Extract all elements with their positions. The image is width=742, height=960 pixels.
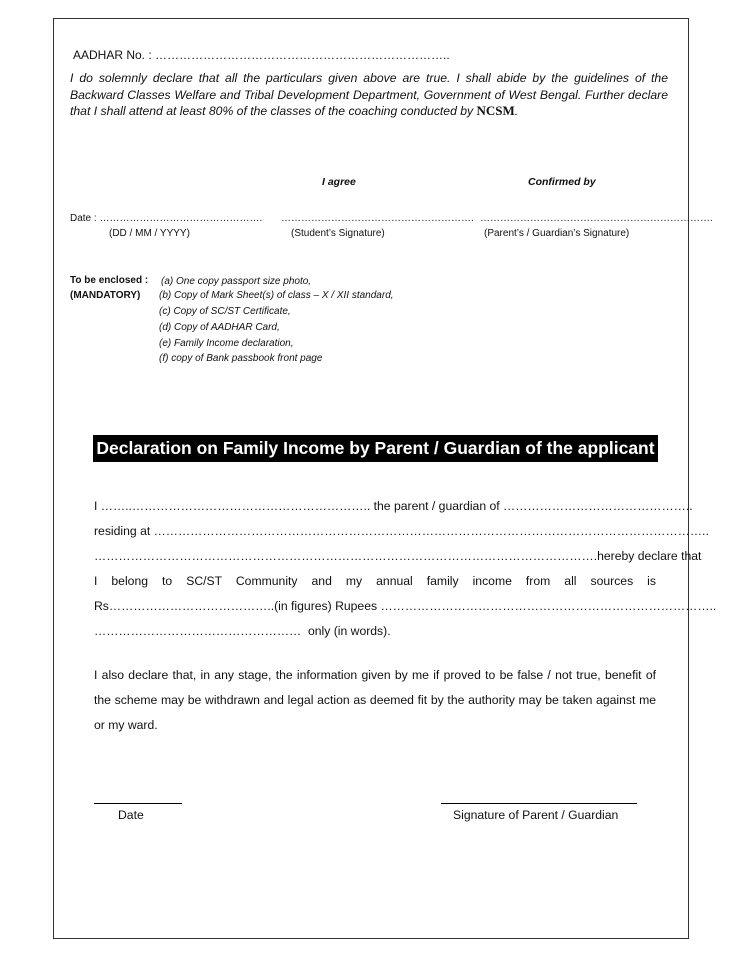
guardian-signature-line xyxy=(441,803,637,804)
i-agree-label: I agree xyxy=(322,176,356,188)
rs-dots: Rs………………………………….. xyxy=(94,599,275,613)
enclosure-item: (f) copy of Bank passbook front page xyxy=(159,353,323,364)
hereby-declare: hereby declare that xyxy=(597,549,702,563)
page-border xyxy=(53,18,709,939)
declaration-paragraph xyxy=(70,70,668,120)
family-line-income-words xyxy=(94,624,656,638)
family-line-income-figures xyxy=(94,599,717,613)
enclosure-item: (b) Copy of Mark Sheet(s) of class – X / XII standard, xyxy=(159,290,394,301)
declaration-end: . xyxy=(514,104,519,118)
family-line-address xyxy=(94,549,702,563)
footer-signature-label: Signature of Parent / Guardian xyxy=(453,808,619,822)
false-info-paragraph: I also declare that, in any stage, the information given by me if proved to be false / not true, benefit of the scheme may be withdrawn and legal action as deemed fit by the authority may be taken against me or my ward. xyxy=(94,668,656,732)
words-dots: …………………………………………… xyxy=(94,624,302,638)
parent-signature-line: ……………………………………………………………. xyxy=(480,213,713,224)
declaration-text: I do solemnly declare that all the particulars given above are true. I shall abide by the guidelines of the Backward Classes Welfare and Tribal Development Department, Government of West Bengal. Further declare that I shall attend at least 80% of the classes of the coaching conducted by xyxy=(70,71,668,118)
aadhar-field: AADHAR No. : ……………………………………………………………….. xyxy=(73,48,450,62)
confirmed-by-label: Confirmed by xyxy=(528,176,596,188)
enclosure-item: (a) One copy passport size photo, xyxy=(161,276,312,287)
student-signature-line: …………………………………………………. xyxy=(281,213,474,224)
enclosure-item: (c) Copy of SC/ST Certificate, xyxy=(159,306,291,317)
rupees-figures: (in figures) Rupees ……………………………………………………………………….. xyxy=(274,599,717,613)
student-signature-label: (Student’s Signature) xyxy=(291,228,385,239)
address-dots: ……………………………………………………………………………………………………………. xyxy=(94,549,598,563)
footer-date-label: Date xyxy=(118,808,144,822)
date-format-label: (DD / MM / YYYY) xyxy=(109,228,190,239)
parent-signature-label: (Parent’s / Guardian’s Signature) xyxy=(484,228,630,239)
date-field: Date : …………………………………………. xyxy=(70,213,263,224)
family-line-residing: residing at ……………………………………………………………………………………………………………………….. xyxy=(94,524,709,538)
date-line xyxy=(94,803,182,804)
org-name: NCSM xyxy=(476,103,515,118)
enclosure-item: (e) Family Income declaration, xyxy=(159,338,294,349)
family-line-name: I ……..………………………………………………….. the parent / guardian of ……………………………………….. xyxy=(94,499,693,513)
family-line-community: I belong to SC/ST Community and my annual family income from all sources is xyxy=(94,574,656,588)
section-banner: Declaration on Family Income by Parent / Guardian of the applicant xyxy=(93,435,658,462)
enclosed-label: To be enclosed : xyxy=(70,275,149,286)
mandatory-label: (MANDATORY) xyxy=(70,290,141,301)
enclosure-item: (d) Copy of AADHAR Card, xyxy=(159,322,280,333)
only-in-words: only (in words). xyxy=(307,624,391,638)
